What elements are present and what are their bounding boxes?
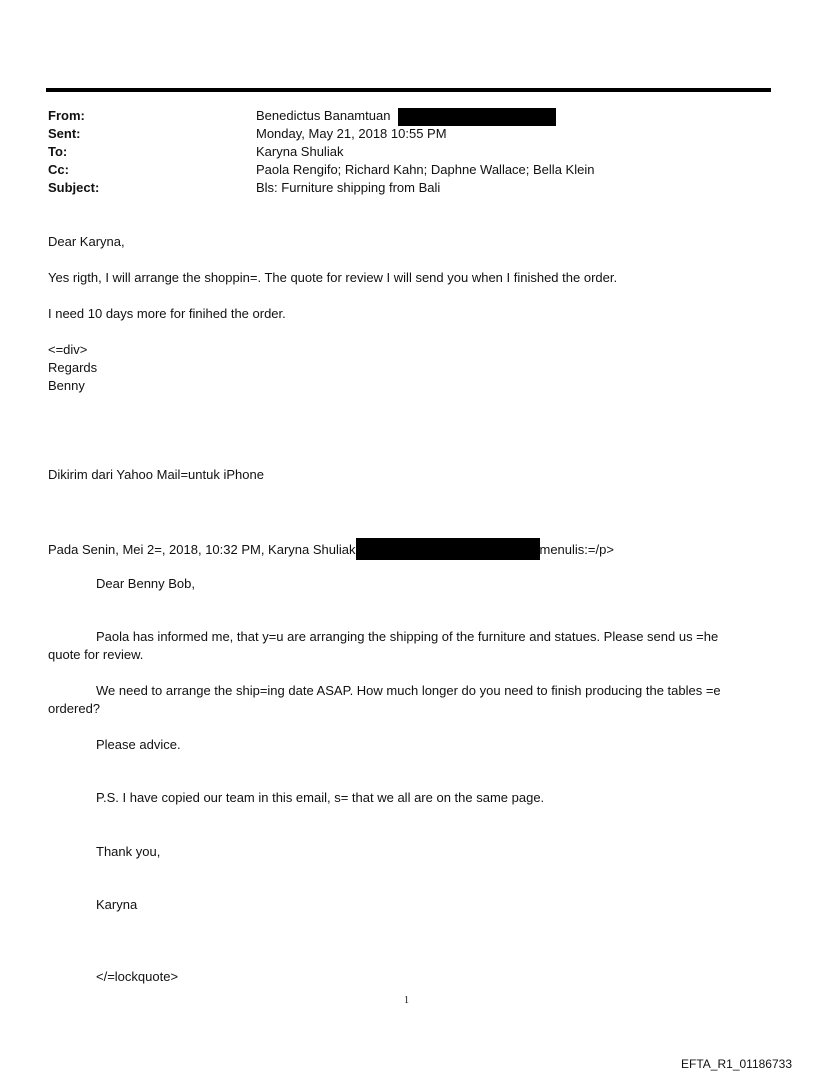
from-name: Benedictus Banamtuan	[256, 108, 391, 123]
from-label: From:	[48, 108, 85, 123]
blockquote-close-tag: </=lockquote>	[96, 969, 179, 984]
cc-value: Paola Rengifo; Richard Kahn; Daphne Wallace; Bella Klein	[256, 162, 595, 177]
quoted-para-2: We need to arrange the ship=ing date ASAP. How much longer do you need to finish producing the tables =e	[96, 683, 721, 698]
redaction-box	[398, 108, 556, 126]
quoted-thanks: Thank you,	[96, 844, 161, 859]
to-value: Karyna Shuliak	[256, 144, 344, 159]
regards: Regards	[48, 360, 98, 375]
document-id: EFTA_R1_01186733	[681, 1057, 792, 1071]
quote-intro-pre: Pada Senin, Mei 2=, 2018, 10:32 PM, Karyna Shuliak	[48, 542, 356, 557]
redaction-box	[356, 538, 540, 560]
page-number: 1	[404, 995, 409, 1006]
to-label: To:	[48, 144, 68, 159]
from-value	[256, 107, 556, 126]
mobile-signature: Dikirim dari Yahoo Mail=untuk iPhone	[48, 467, 264, 482]
cc-label: Cc:	[48, 162, 69, 177]
quoted-greeting: Dear Benny Bob,	[96, 576, 196, 591]
quoted-para-1: Paola has informed me, that y=u are arranging the shipping of the furniture and statues. Please send us =he	[96, 629, 719, 644]
body-line-2: I need 10 days more for finihed the order.	[48, 306, 286, 321]
greeting: Dear Karyna,	[48, 234, 125, 249]
quoted-ps: P.S. I have copied our team in this email, s= that we all are on the same page.	[96, 790, 545, 805]
quote-intro-post: menulis:=/p>	[539, 542, 614, 557]
subject-label: Subject:	[48, 180, 100, 195]
quoted-para-1-cont: quote for review.	[48, 647, 144, 662]
sender-name: Benny	[48, 378, 85, 393]
header-rule	[46, 88, 771, 92]
sent-label: Sent:	[48, 126, 81, 141]
quoted-name: Karyna	[96, 897, 138, 912]
subject-value: Bls: Furniture shipping from Bali	[256, 180, 441, 195]
quoted-advice: Please advice.	[96, 737, 181, 752]
sent-value: Monday, May 21, 2018 10:55 PM	[256, 126, 447, 141]
body-line-1: Yes rigth, I will arrange the shoppin=. The quote for review I will send you when I finished the order.	[48, 270, 618, 285]
quoted-para-2-cont: ordered?	[48, 701, 101, 716]
quote-intro	[48, 538, 614, 560]
div-tag: <=div>	[48, 342, 88, 357]
